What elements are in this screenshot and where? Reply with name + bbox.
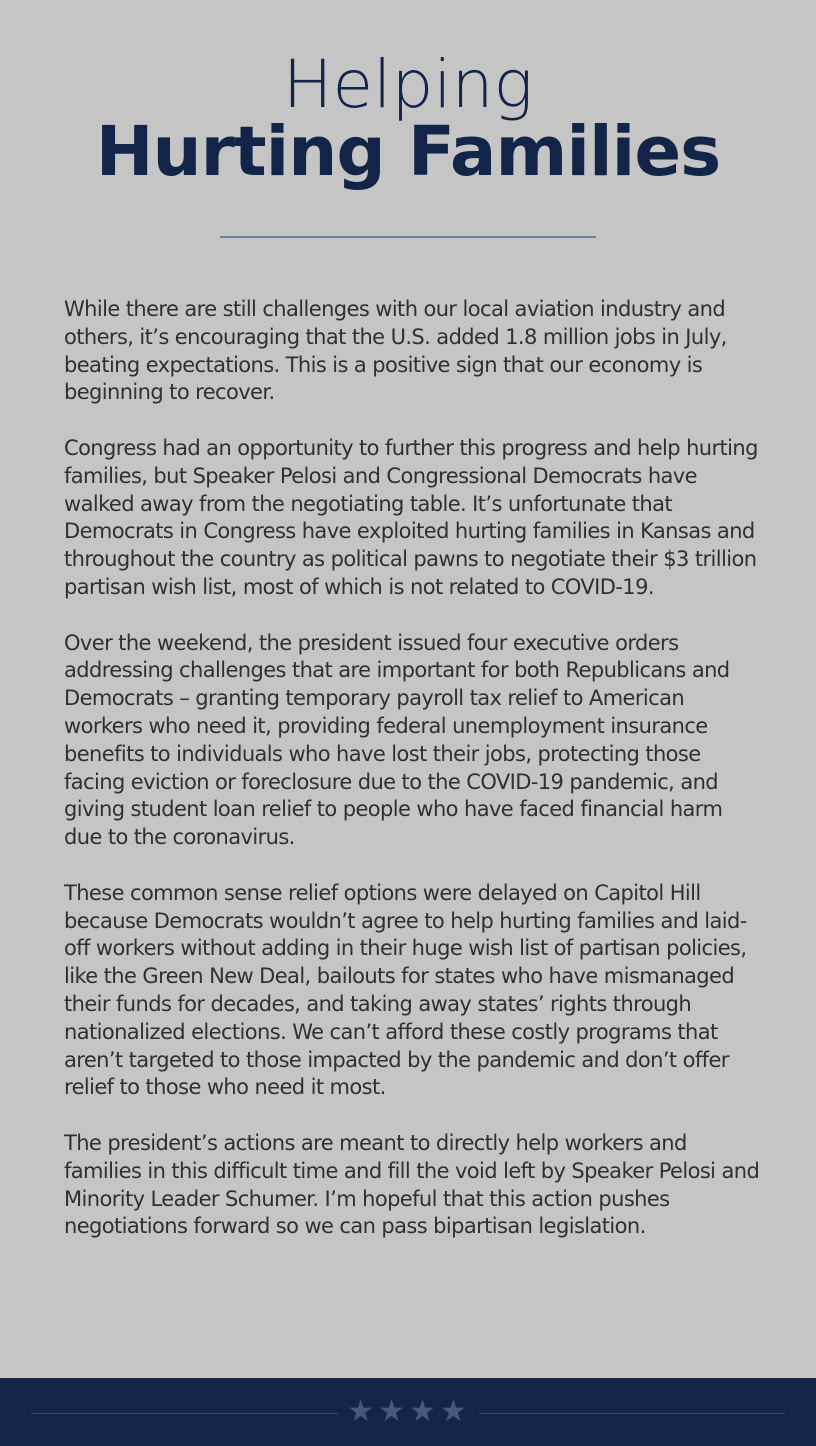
paragraph-1: While there are still challenges with our local aviation industry and others, it’s encouraging that the U.S. added 1.8 million jobs in July, beating expectations. This is a positive sign that our economy is beginning to recover. <box>64 297 727 405</box>
title-divider <box>220 236 596 238</box>
star-icon: ★★★★ <box>347 1394 471 1429</box>
paragraph-3: Over the weekend, the president issued four executive orders addressing challenges that are important for both Republicans and Democrats – granting temporary payroll tax relief to American workers who need it, providing federal unemployment insurance benefits to individuals who have lost their jobs, protecting those facing eviction or foreclosure due to the COVID-19 pandemic, and giving student loan relief to people who have faced financial harm due to the coronavirus. <box>64 630 730 850</box>
title-line-1: Helping <box>282 46 534 123</box>
paragraph-4: These common sense relief options were delayed on Capitol Hill because Democrats wouldn’t agree to help hurting families and laid-off workers without adding in their huge wish list of partisan policies, like the Green New Deal, bailouts for states who have mismanaged their funds for decades, and taking away states’ rights through nationalized elections. We can’t afford these costly programs that aren’t targeted to those impacted by the pandemic and don’t offer relief to those who need it most. <box>64 880 747 1100</box>
footer-line-right <box>479 1413 785 1414</box>
footer-bar <box>0 1378 816 1446</box>
paragraph-5: The president’s actions are meant to directly help workers and families in this difficult time and fill the void left by Speaker Pelosi and Minority Leader Schumer. I’m hopeful that this action pushes negotiations forward so we can pass bipartisan legislation. <box>64 1130 760 1239</box>
paragraph-2: Congress had an opportunity to further this progress and help hurting families, but Speaker Pelosi and Congressional Democrats have walked away from the negotiating table. It’s unfortunate that Democrats in Congress have exploited hurting families in Kansas and throughout the country as political pawns to negotiate their $3 trillion partisan wish list, most of which is not related to COVID-19. <box>64 435 758 599</box>
title-line-2: Hurting Families <box>95 112 721 192</box>
footer-line-left <box>31 1413 338 1414</box>
article-body <box>64 296 764 1269</box>
